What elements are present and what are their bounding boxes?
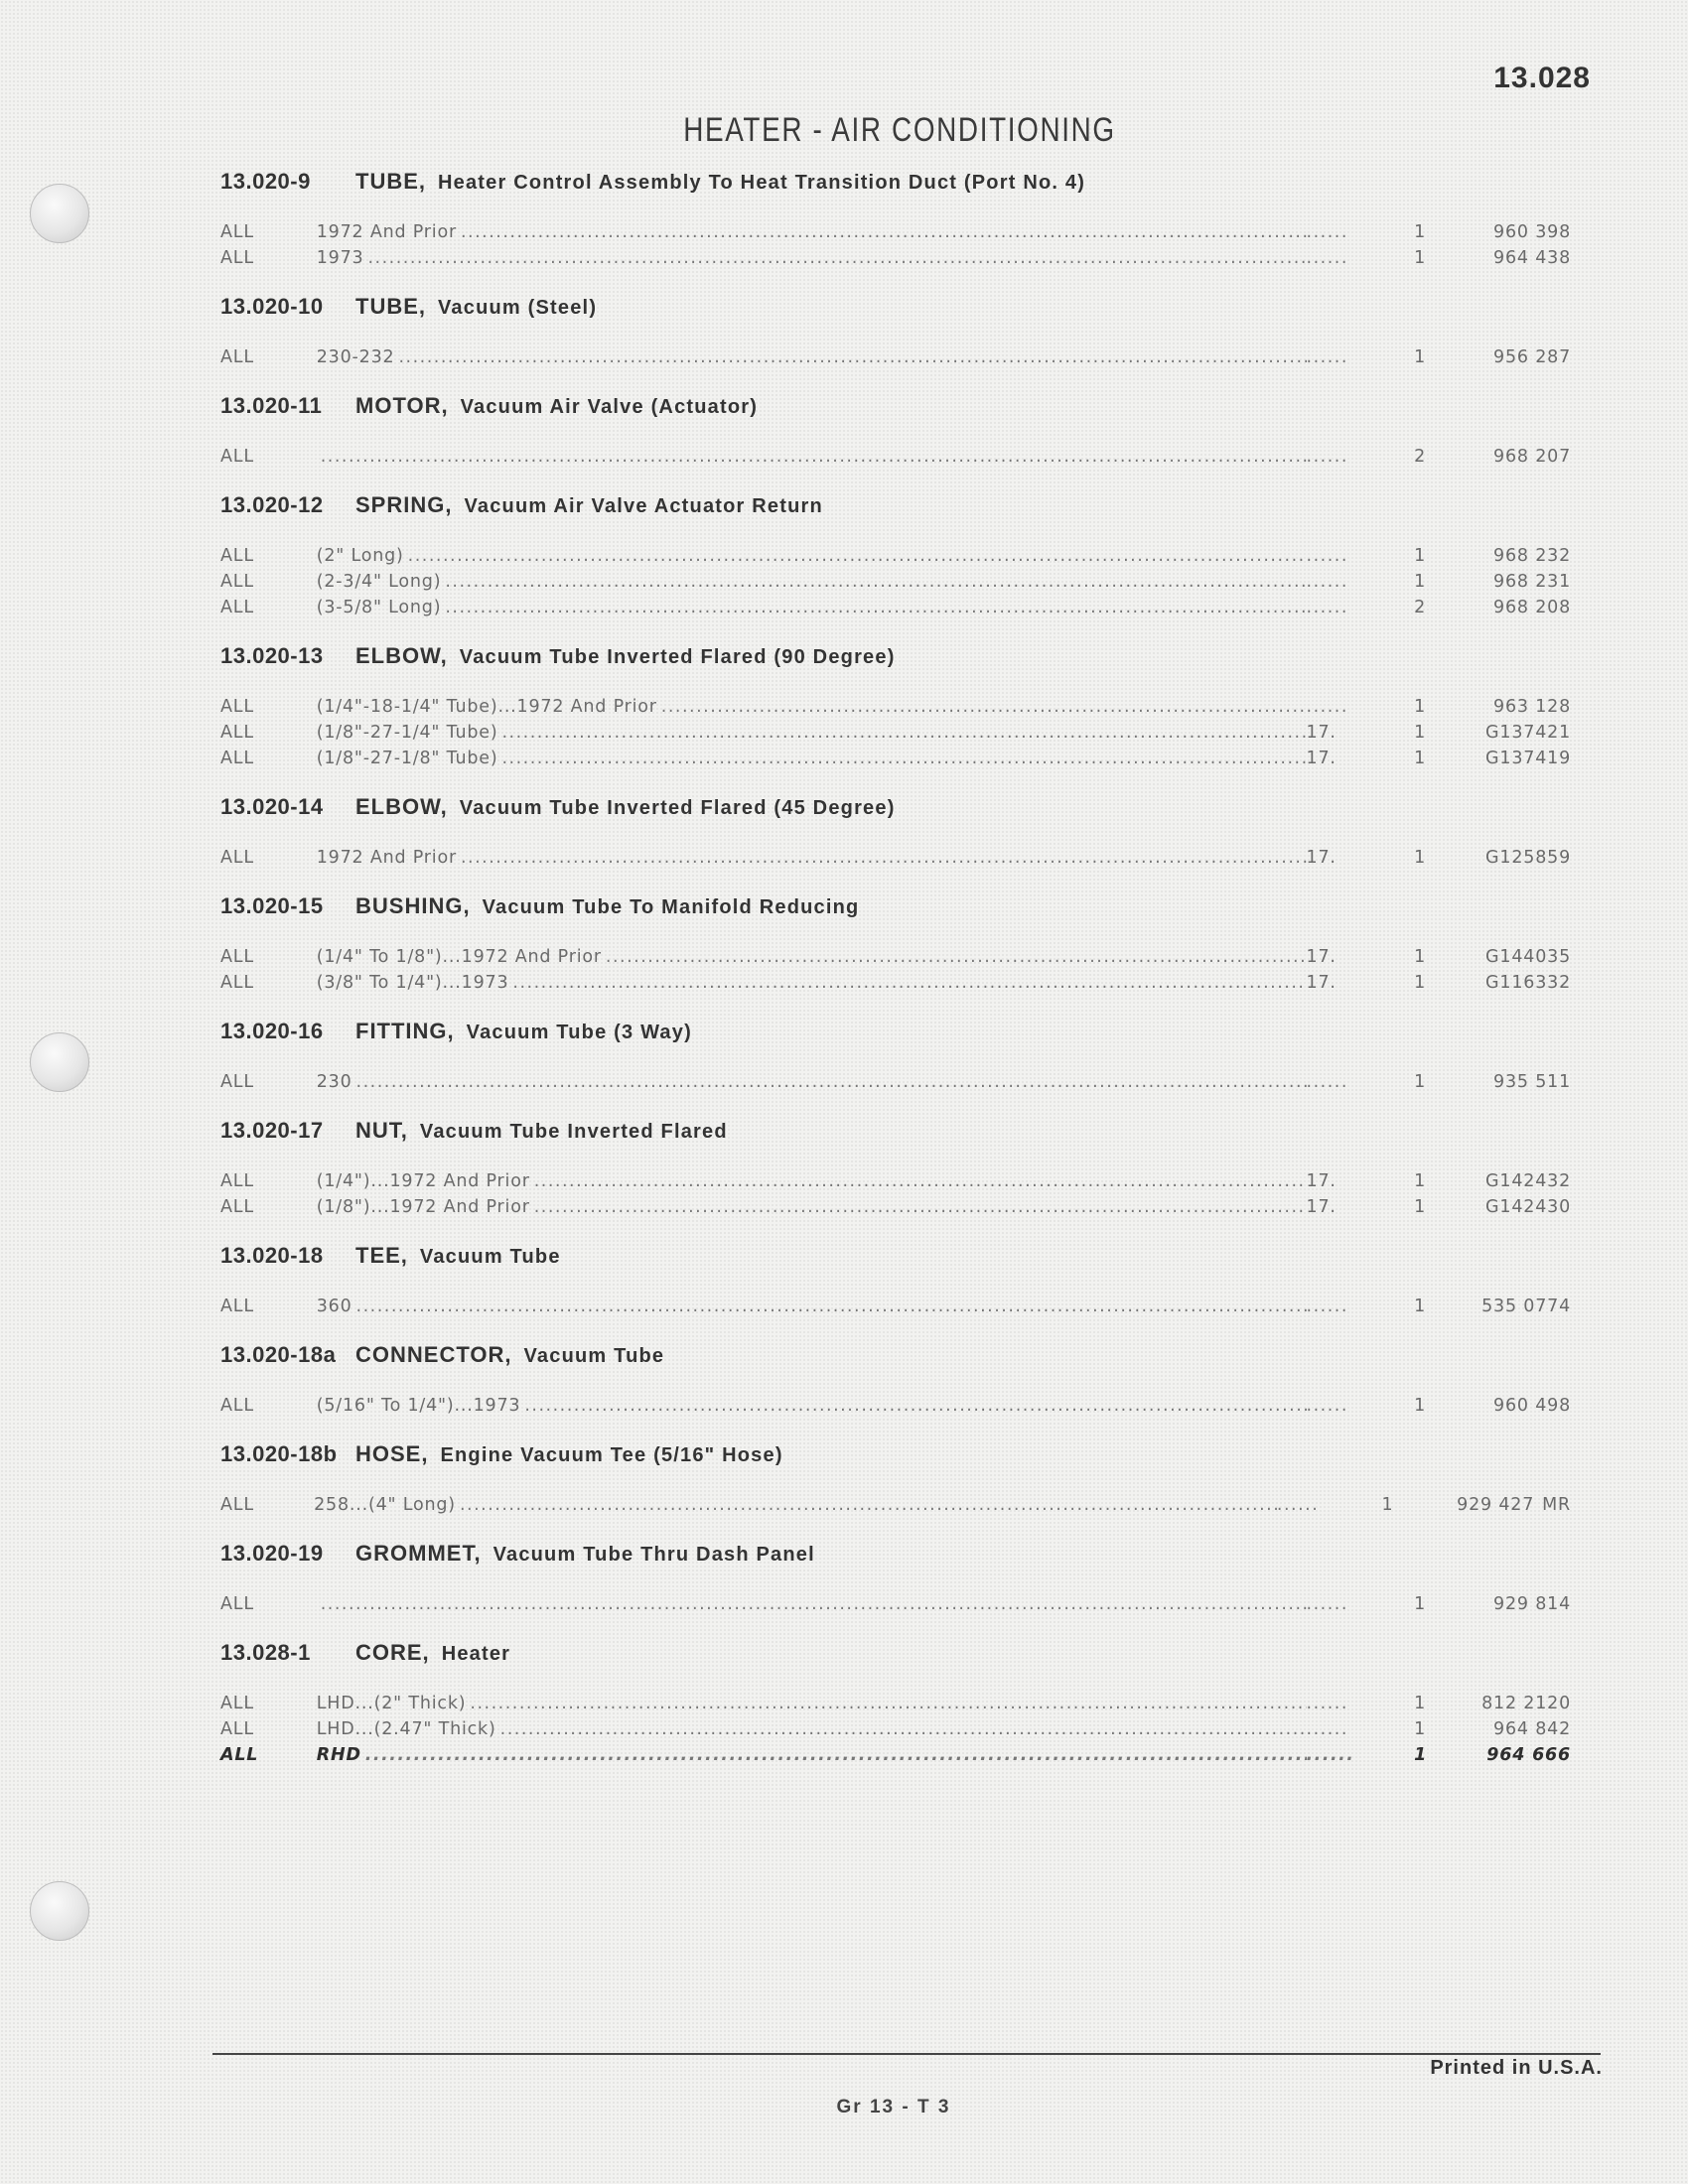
section-code: 13.020-18b bbox=[220, 1441, 338, 1466]
model-cell: ALL bbox=[220, 947, 254, 967]
model-cell: ALL bbox=[220, 1072, 254, 1092]
description-text: (1/8")...1972 And Prior bbox=[316, 1197, 530, 1217]
page-title: HEATER - AIR CONDITIONING bbox=[683, 111, 1116, 149]
part-number-cell: 960 498 bbox=[1493, 1396, 1572, 1416]
description-text: 1973 bbox=[316, 248, 364, 268]
quantity-cell: 1 bbox=[1414, 723, 1427, 743]
part-row bbox=[220, 1171, 1571, 1197]
part-suffix: MR bbox=[1542, 1495, 1571, 1515]
section-heading bbox=[220, 1342, 1571, 1382]
description-cell bbox=[317, 1197, 1307, 1217]
description-cell bbox=[317, 222, 1307, 242]
model-cell: ALL bbox=[220, 1297, 254, 1316]
reference-cell: 17. bbox=[1306, 1197, 1336, 1217]
quantity-cell: 1 bbox=[1414, 1594, 1427, 1614]
part-number-cell: G142430 bbox=[1485, 1197, 1572, 1217]
part-row bbox=[220, 1072, 1571, 1098]
description-cell bbox=[317, 572, 1307, 592]
section-heading bbox=[220, 1118, 1571, 1158]
part-row bbox=[220, 347, 1571, 373]
description-cell bbox=[317, 1396, 1307, 1416]
part-number-cell: 956 287 bbox=[1493, 347, 1572, 367]
quantity-cell: 1 bbox=[1414, 347, 1427, 367]
section-code: 13.020-17 bbox=[220, 1118, 324, 1143]
reference-cell: ...... bbox=[1306, 598, 1348, 617]
model-cell: ALL bbox=[220, 222, 254, 242]
part-row bbox=[220, 848, 1571, 874]
section-code: 13.020-13 bbox=[220, 643, 324, 668]
section-description: Heater bbox=[441, 1643, 511, 1665]
model-cell: ALL bbox=[220, 1694, 254, 1713]
reference-cell: 17. bbox=[1306, 973, 1336, 993]
section-part-name: SPRING, bbox=[355, 492, 453, 517]
description-cell bbox=[317, 1745, 1307, 1765]
part-number-cell: 968 231 bbox=[1493, 572, 1572, 592]
reference-cell: 17. bbox=[1306, 749, 1336, 768]
description-text: (1/8"-27-1/8" Tube) bbox=[316, 749, 498, 768]
group-label: Gr 13 - T 3 bbox=[836, 2097, 951, 2117]
part-number-cell: 935 511 bbox=[1493, 1072, 1572, 1092]
reference-cell: ...... bbox=[1306, 447, 1348, 467]
reference-cell: 17. bbox=[1306, 1171, 1336, 1191]
section-part-name: CORE, bbox=[355, 1640, 430, 1665]
model-cell: ALL bbox=[220, 1594, 254, 1614]
description-text: 1972 And Prior bbox=[316, 848, 457, 868]
section-description: Vacuum Tube Thru Dash Panel bbox=[492, 1544, 815, 1566]
parts-list bbox=[220, 169, 1571, 1791]
description-text: RHD bbox=[316, 1745, 361, 1765]
section-description: Vacuum Tube bbox=[523, 1345, 665, 1367]
section-heading bbox=[220, 1243, 1571, 1283]
reference-cell: ...... bbox=[1306, 1745, 1355, 1765]
model-cell: ALL bbox=[220, 1745, 259, 1765]
section-part-name: ELBOW, bbox=[355, 794, 448, 819]
quantity-cell: 1 bbox=[1381, 1495, 1394, 1515]
section-code: 13.020-9 bbox=[220, 169, 311, 194]
description-cell bbox=[317, 1719, 1307, 1739]
section-description: Vacuum (Steel) bbox=[438, 297, 598, 319]
model-cell: ALL bbox=[220, 1495, 254, 1515]
part-section bbox=[220, 393, 1571, 492]
model-cell: ALL bbox=[220, 347, 254, 367]
part-number-cell: G142432 bbox=[1485, 1171, 1572, 1191]
part-number-cell: 929 427 bbox=[1457, 1495, 1535, 1515]
description-text: (1/4" To 1/8")...1972 And Prior bbox=[316, 947, 602, 967]
model-cell: ALL bbox=[220, 248, 254, 268]
description-cell bbox=[317, 347, 1307, 367]
section-heading bbox=[220, 893, 1571, 933]
part-row bbox=[220, 1719, 1571, 1745]
part-number-cell: 968 232 bbox=[1493, 546, 1572, 566]
reference-cell: ...... bbox=[1306, 347, 1348, 367]
section-description: Vacuum Tube Inverted Flared bbox=[419, 1121, 728, 1143]
model-cell: ALL bbox=[220, 447, 254, 467]
part-row bbox=[220, 973, 1571, 999]
section-code: 13.020-15 bbox=[220, 893, 324, 918]
part-section bbox=[220, 1243, 1571, 1342]
reference-cell: ...... bbox=[1306, 697, 1348, 717]
description-cell bbox=[317, 1594, 1307, 1614]
description-cell bbox=[317, 973, 1307, 993]
section-heading bbox=[220, 492, 1571, 532]
section-code: 13.020-16 bbox=[220, 1019, 324, 1043]
part-section bbox=[220, 294, 1571, 393]
part-row bbox=[220, 222, 1571, 248]
reference-cell: ...... bbox=[1306, 572, 1348, 592]
binder-hole bbox=[30, 1032, 89, 1092]
model-cell: ALL bbox=[220, 1171, 254, 1191]
description-text: (3-5/8" Long) bbox=[316, 598, 442, 617]
description-cell bbox=[317, 248, 1307, 268]
model-cell: ALL bbox=[220, 973, 254, 993]
quantity-cell: 1 bbox=[1414, 973, 1427, 993]
part-number-cell: 960 398 bbox=[1493, 222, 1572, 242]
description-text: LHD...(2.47" Thick) bbox=[316, 1719, 496, 1739]
model-cell: ALL bbox=[220, 749, 254, 768]
reference-cell: ...... bbox=[1306, 1072, 1348, 1092]
description-text: (1/4"-18-1/4" Tube)...1972 And Prior bbox=[316, 697, 657, 717]
description-cell bbox=[317, 1694, 1307, 1713]
section-part-name: NUT, bbox=[355, 1118, 408, 1143]
description-cell bbox=[317, 447, 1307, 467]
quantity-cell: 1 bbox=[1414, 572, 1427, 592]
part-number-cell: G137419 bbox=[1485, 749, 1572, 768]
part-section bbox=[220, 794, 1571, 893]
quantity-cell: 1 bbox=[1414, 1197, 1427, 1217]
part-row bbox=[220, 697, 1571, 723]
section-heading bbox=[220, 169, 1571, 208]
section-code: 13.020-10 bbox=[220, 294, 324, 319]
description-text: 230 bbox=[316, 1072, 352, 1092]
description-cell bbox=[317, 697, 1307, 717]
reference-cell: ...... bbox=[1306, 1719, 1348, 1739]
section-part-name: FITTING, bbox=[355, 1019, 455, 1043]
model-cell: ALL bbox=[220, 697, 254, 717]
reference-cell: ...... bbox=[1306, 1297, 1348, 1316]
part-row bbox=[220, 598, 1571, 623]
part-section bbox=[220, 1118, 1571, 1243]
part-row bbox=[220, 248, 1571, 274]
printed-note: Printed in U.S.A. bbox=[1430, 2057, 1603, 2079]
part-number-cell: 968 208 bbox=[1493, 598, 1572, 617]
section-code: 13.028-1 bbox=[220, 1640, 311, 1665]
model-cell: ALL bbox=[220, 598, 254, 617]
reference-cell: ...... bbox=[1306, 1694, 1348, 1713]
section-description: Vacuum Tube Inverted Flared (90 Degree) bbox=[459, 646, 896, 668]
quantity-cell: 1 bbox=[1414, 1694, 1427, 1713]
section-code: 13.020-18a bbox=[220, 1342, 337, 1367]
part-number-cell: 963 128 bbox=[1493, 697, 1572, 717]
quantity-cell: 1 bbox=[1414, 248, 1427, 268]
part-row bbox=[220, 1594, 1571, 1620]
part-number-cell: 968 207 bbox=[1493, 447, 1572, 467]
reference-cell: ...... bbox=[1306, 1594, 1348, 1614]
part-row bbox=[220, 1197, 1571, 1223]
part-row bbox=[220, 1694, 1571, 1719]
section-description: Vacuum Tube To Manifold Reducing bbox=[482, 896, 860, 918]
section-heading bbox=[220, 1541, 1571, 1580]
section-description: Vacuum Tube Inverted Flared (45 Degree) bbox=[459, 797, 896, 819]
description-text: 258...(4" Long) bbox=[314, 1495, 456, 1515]
section-code: 13.020-18 bbox=[220, 1243, 324, 1268]
quantity-cell: 1 bbox=[1414, 1171, 1427, 1191]
part-number-cell: G144035 bbox=[1485, 947, 1572, 967]
section-description: Engine Vacuum Tee (5/16" Hose) bbox=[440, 1444, 783, 1466]
description-text: 230-232 bbox=[316, 347, 395, 367]
description-cell bbox=[317, 947, 1307, 967]
section-part-name: TUBE, bbox=[355, 294, 426, 319]
part-number-cell: 964 666 bbox=[1486, 1745, 1572, 1765]
reference-cell: 17. bbox=[1306, 947, 1336, 967]
description-text: (1/4")...1972 And Prior bbox=[316, 1171, 530, 1191]
quantity-cell: 1 bbox=[1414, 1719, 1427, 1739]
part-number-cell: 535 0774 bbox=[1481, 1297, 1572, 1316]
section-code: 13.020-12 bbox=[220, 492, 324, 517]
quantity-cell: 1 bbox=[1414, 1745, 1428, 1765]
description-cell bbox=[317, 1297, 1307, 1316]
quantity-cell: 1 bbox=[1414, 848, 1427, 868]
part-number-cell: 964 438 bbox=[1493, 248, 1572, 268]
quantity-cell: 1 bbox=[1414, 947, 1427, 967]
description-cell bbox=[317, 749, 1307, 768]
section-description: Vacuum Tube bbox=[419, 1246, 561, 1268]
binder-hole bbox=[30, 184, 89, 243]
reference-cell: ...... bbox=[1306, 546, 1348, 566]
quantity-cell: 1 bbox=[1414, 546, 1427, 566]
page-number: 13.028 bbox=[1493, 62, 1591, 94]
description-cell bbox=[314, 1495, 1277, 1515]
part-section bbox=[220, 1441, 1571, 1541]
part-section bbox=[220, 1640, 1571, 1791]
reference-cell: ...... bbox=[1306, 222, 1348, 242]
model-cell: ALL bbox=[220, 1396, 254, 1416]
section-part-name: MOTOR, bbox=[355, 393, 449, 418]
part-row bbox=[220, 749, 1571, 774]
section-part-name: HOSE, bbox=[355, 1441, 429, 1466]
section-part-name: TEE, bbox=[355, 1243, 408, 1268]
part-section bbox=[220, 492, 1571, 643]
footer-divider bbox=[212, 2053, 1601, 2055]
part-number-cell: 964 842 bbox=[1493, 1719, 1572, 1739]
reference-cell: ...... bbox=[1306, 1396, 1348, 1416]
section-heading bbox=[220, 294, 1571, 334]
section-heading bbox=[220, 1441, 1571, 1481]
part-number-cell: G137421 bbox=[1485, 723, 1572, 743]
quantity-cell: 1 bbox=[1414, 749, 1427, 768]
description-text: (2-3/4" Long) bbox=[316, 572, 442, 592]
description-cell bbox=[317, 723, 1307, 743]
reference-cell: ...... bbox=[1276, 1495, 1320, 1515]
description-text: LHD...(2" Thick) bbox=[316, 1694, 467, 1713]
description-text: (2" Long) bbox=[316, 546, 404, 566]
description-text: (1/8"-27-1/4" Tube) bbox=[316, 723, 498, 743]
quantity-cell: 1 bbox=[1414, 1072, 1427, 1092]
section-heading bbox=[220, 1019, 1571, 1058]
section-heading bbox=[220, 643, 1571, 683]
part-row bbox=[220, 1495, 1571, 1521]
quantity-cell: 1 bbox=[1414, 222, 1427, 242]
part-row bbox=[220, 1396, 1571, 1422]
description-text: 1972 And Prior bbox=[316, 222, 457, 242]
part-row bbox=[220, 947, 1571, 973]
description-text: (3/8" To 1/4")...1973 bbox=[316, 973, 509, 993]
section-code: 13.020-19 bbox=[220, 1541, 324, 1566]
part-row bbox=[220, 1745, 1571, 1771]
model-cell: ALL bbox=[220, 1719, 254, 1739]
section-part-name: BUSHING, bbox=[355, 893, 471, 918]
section-heading bbox=[220, 393, 1571, 433]
description-text: (5/16" To 1/4")...1973 bbox=[316, 1396, 521, 1416]
model-cell: ALL bbox=[220, 848, 254, 868]
model-cell: ALL bbox=[220, 572, 254, 592]
description-cell bbox=[317, 848, 1307, 868]
part-row bbox=[220, 723, 1571, 749]
model-cell: ALL bbox=[220, 546, 254, 566]
quantity-cell: 1 bbox=[1414, 697, 1427, 717]
reference-cell: 17. bbox=[1306, 848, 1336, 868]
section-heading bbox=[220, 794, 1571, 834]
section-part-name: GROMMET, bbox=[355, 1541, 482, 1566]
section-code: 13.020-11 bbox=[220, 393, 323, 418]
section-part-name: ELBOW, bbox=[355, 643, 448, 668]
part-section bbox=[220, 169, 1571, 294]
part-number-cell: G125859 bbox=[1485, 848, 1572, 868]
description-cell bbox=[317, 1072, 1307, 1092]
part-section bbox=[220, 1342, 1571, 1441]
part-section bbox=[220, 643, 1571, 794]
part-number-cell: 812 2120 bbox=[1481, 1694, 1572, 1713]
section-description: Vacuum Air Valve Actuator Return bbox=[464, 495, 823, 517]
binder-hole bbox=[30, 1881, 89, 1941]
part-row bbox=[220, 447, 1571, 473]
quantity-cell: 1 bbox=[1414, 1396, 1427, 1416]
description-cell bbox=[317, 598, 1307, 617]
quantity-cell: 1 bbox=[1414, 1297, 1427, 1316]
part-row bbox=[220, 1297, 1571, 1322]
model-cell: ALL bbox=[220, 723, 254, 743]
description-text bbox=[317, 447, 321, 467]
description-text bbox=[317, 1594, 321, 1614]
part-number-cell: 929 814 bbox=[1493, 1594, 1572, 1614]
section-description: Vacuum Air Valve (Actuator) bbox=[460, 396, 759, 418]
section-description: Heater Control Assembly To Heat Transition Duct (Port No. 4) bbox=[438, 172, 1086, 194]
quantity-cell: 2 bbox=[1414, 447, 1427, 467]
section-heading bbox=[220, 1640, 1571, 1680]
reference-cell: 17. bbox=[1306, 723, 1336, 743]
part-row bbox=[220, 546, 1571, 572]
description-cell bbox=[317, 1171, 1307, 1191]
part-section bbox=[220, 1541, 1571, 1640]
section-description: Vacuum Tube (3 Way) bbox=[466, 1022, 692, 1043]
section-part-name: TUBE, bbox=[355, 169, 426, 194]
reference-cell: ...... bbox=[1306, 248, 1348, 268]
part-number-cell: G116332 bbox=[1485, 973, 1572, 993]
description-text: 360 bbox=[316, 1297, 352, 1316]
part-row bbox=[220, 572, 1571, 598]
part-section bbox=[220, 1019, 1571, 1118]
section-part-name: CONNECTOR, bbox=[355, 1342, 512, 1367]
part-section bbox=[220, 893, 1571, 1019]
model-cell: ALL bbox=[220, 1197, 254, 1217]
quantity-cell: 2 bbox=[1414, 598, 1427, 617]
description-cell bbox=[317, 546, 1307, 566]
section-code: 13.020-14 bbox=[220, 794, 324, 819]
